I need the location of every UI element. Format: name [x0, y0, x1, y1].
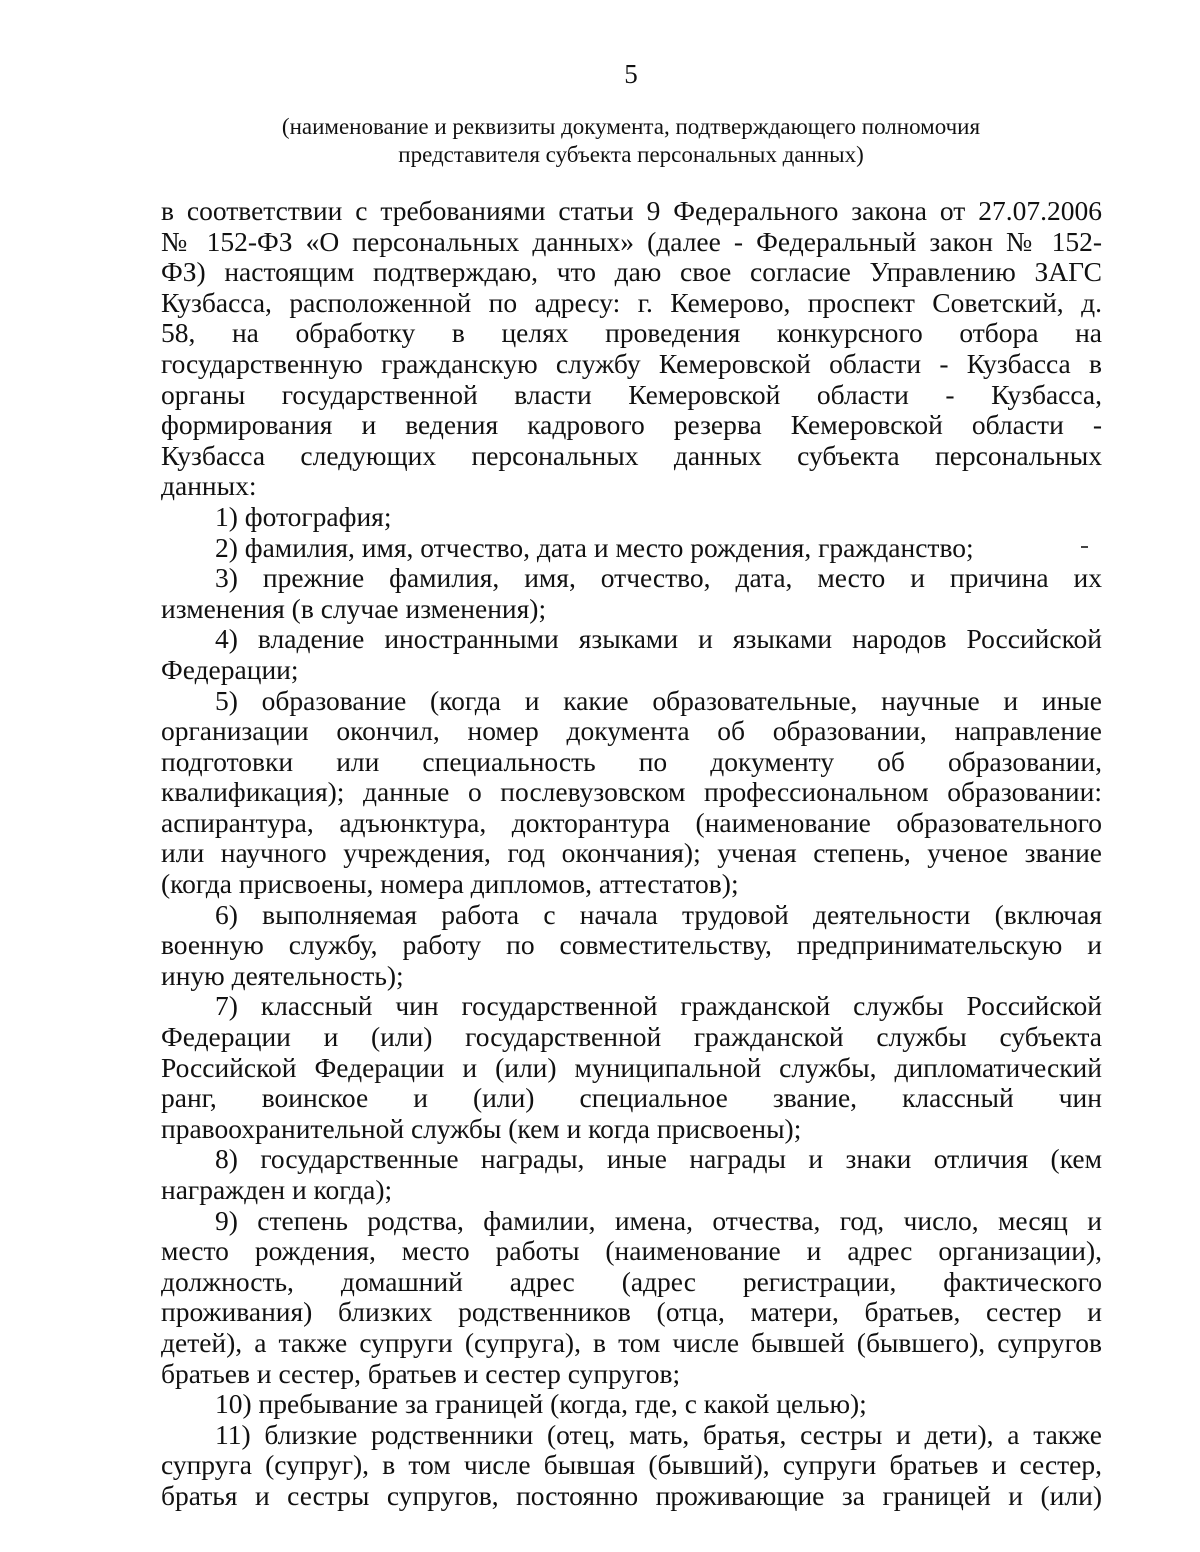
text-line: Федерации и (или) государственной гражданской службы субъекта [161, 1021, 1102, 1053]
text-line: органы государственной власти Кемеровской области - Кузбасса, [161, 378, 1102, 410]
text-line: № 152-ФЗ «О персональных данных» (далее - Федеральный закон № 152- [161, 225, 1102, 257]
consent-body-text [161, 196, 1102, 1512]
text-line: Российской Федерации и (или) муниципальной службы, дипломатический [161, 1051, 1102, 1083]
caption-line: (наименование и реквизиты документа, подтверждающего полномочия [281, 114, 981, 139]
text-line: 4) владение иностранными языками и языками народов Российской [215, 623, 1102, 655]
scan-speck [1081, 546, 1088, 548]
text-line: военную службу, работу по совместительству, предпринимательскую и [161, 929, 1102, 961]
text-line: квалификация); данные о послевузовском профессиональном образовании: [161, 776, 1102, 808]
text-line: 2) фамилия, имя, отчество, дата и место рождения, гражданство; [215, 531, 974, 563]
text-line: 5) образование (когда и какие образовательные, научные и иные [215, 684, 1102, 716]
text-line: 11) близкие родственники (отец, мать, братья, сестры и дети), а также [215, 1418, 1102, 1450]
text-line: ФЗ) настоящим подтверждаю, что даю свое согласие Управлению ЗАГС [161, 256, 1102, 288]
text-line: организации окончил, номер документа об образовании, направление [161, 715, 1102, 747]
text-line: иную деятельность); [161, 959, 404, 991]
text-line: Кузбасса, расположенной по адресу: г. Кемерово, проспект Советский, д. [161, 286, 1102, 318]
text-line: в соответствии с требованиями статьи 9 Федерального закона от 27.07.2006 [161, 195, 1102, 226]
page-number: 5 [624, 59, 638, 89]
text-line: или научного учреждения, год окончания); ученая степень, ученое звание [161, 837, 1102, 869]
text-line: 1) фотография; [215, 500, 392, 532]
caption-line: представителя субъекта персональных данных) [398, 142, 864, 167]
text-line: 9) степень родства, фамилии, имена, отчества, год, число, месяц и [215, 1204, 1102, 1236]
text-line: братья и сестры супругов, постоянно проживающие за границей и (или) [161, 1479, 1102, 1511]
text-line: место рождения, место работы (наименование и адрес организации), [161, 1235, 1102, 1267]
text-line: аспирантура, адъюнктура, докторантура (наименование образовательного [161, 806, 1102, 838]
text-line: 7) классный чин государственной гражданской службы Российской [215, 990, 1102, 1022]
text-line: подготовки или специальность по документу об образовании, [161, 745, 1102, 777]
text-line: данных: [161, 470, 257, 502]
text-line: награжден и когда); [161, 1174, 393, 1205]
text-line: супруга (супруг), в том числе бывшая (бывший), супруги братьев и сестер, [161, 1449, 1102, 1481]
text-line: формирования и ведения кадрового резерва Кемеровской области - [161, 409, 1102, 441]
text-line: Кузбасса следующих персональных данных субъекта персональных [161, 439, 1102, 471]
text-line: Федерации; [161, 653, 299, 685]
document-caption [0, 113, 1200, 169]
text-line: братьев и сестер, братьев и сестер супругов; [161, 1357, 681, 1389]
text-line: должность, домашний адрес (адрес регистрации, фактического [161, 1265, 1102, 1297]
text-line: детей), а также супруги (супруга), в том числе бывшей (бывшего), супругов [161, 1326, 1102, 1358]
text-line: 8) государственные награды, иные награды и знаки отличия (кем [215, 1143, 1102, 1175]
text-line: проживания) близких родственников (отца, матери, братьев, сестер и [161, 1296, 1102, 1328]
text-line: правоохранительной службы (кем и когда присвоены); [161, 1112, 802, 1144]
text-line: 3) прежние фамилия, имя, отчество, дата, место и причина их [215, 562, 1102, 594]
text-line: 10) пребывание за границей (когда, где, с какой целью); [215, 1388, 867, 1420]
text-line: государственную гражданскую службу Кемеровской области - Кузбасса в [161, 347, 1102, 379]
text-line: 58, на обработку в целях проведения конкурсного отбора на [161, 317, 1102, 349]
text-line: 6) выполняемая работа с начала трудовой деятельности (включая [215, 898, 1102, 930]
text-line: (когда присвоены, номера дипломов, аттестатов); [161, 868, 739, 900]
text-line: изменения (в случае изменения); [161, 592, 547, 624]
text-line: ранг, воинское и (или) специальное звание, классный чин [161, 1082, 1102, 1114]
